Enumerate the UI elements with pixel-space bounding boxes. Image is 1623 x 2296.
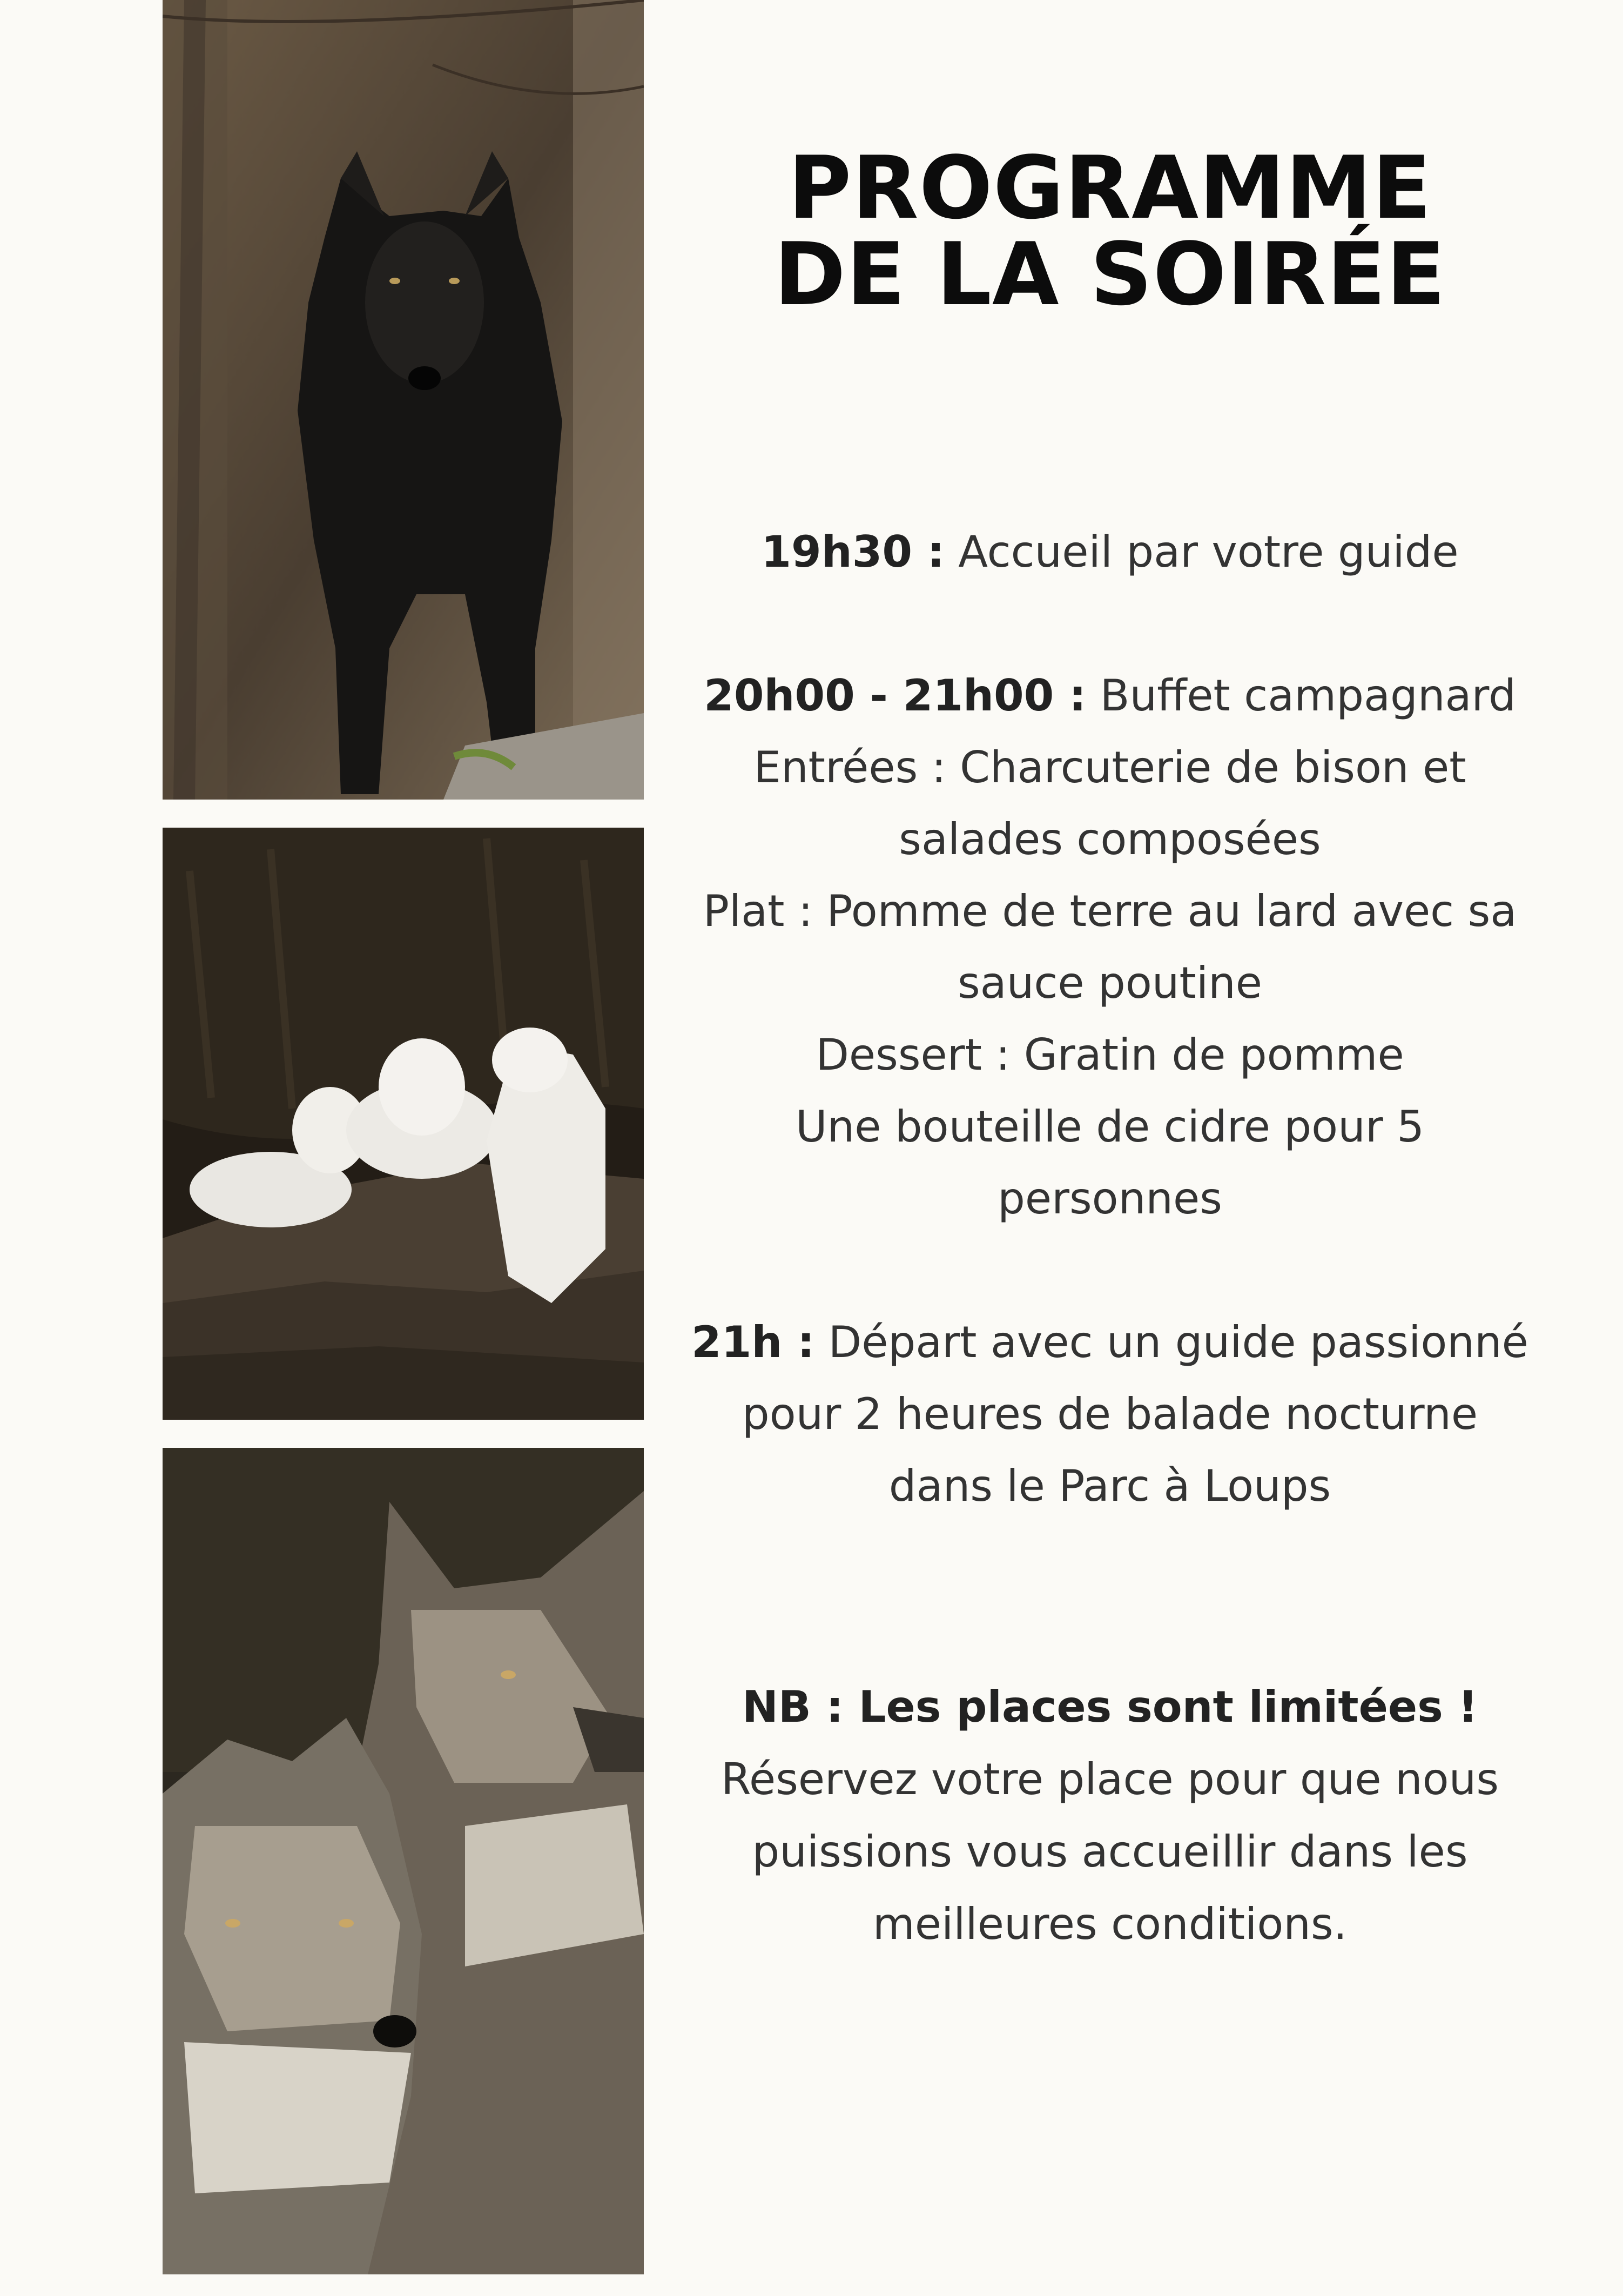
title-line-1: PROGRAMME bbox=[788, 137, 1432, 238]
buffet-detail-line: Entrées : Charcuterie de bison et bbox=[753, 742, 1466, 793]
buffet-detail-line: salades composées bbox=[899, 814, 1321, 864]
buffet-text: Buffet campagnard bbox=[1086, 670, 1516, 721]
buffet-detail-line: Plat : Pomme de terre au lard avec sa bbox=[703, 886, 1517, 936]
departure-detail-line: pour 2 heures de balade nocturne bbox=[742, 1389, 1478, 1439]
black-wolf-photo bbox=[163, 0, 644, 800]
buffet-detail-line: personnes bbox=[998, 1173, 1222, 1224]
buffet-detail-line: Une bouteille de cidre pour 5 bbox=[795, 1102, 1425, 1152]
departure-time: 21h : bbox=[691, 1317, 815, 1367]
note-heading-text: NB : Les places sont limitées ! bbox=[742, 1682, 1478, 1732]
black-wolf-image bbox=[163, 0, 644, 800]
program-item-buffet bbox=[686, 660, 1534, 731]
program-item-welcome bbox=[686, 516, 1534, 588]
welcome-text: Accueil par votre guide bbox=[944, 527, 1459, 577]
white-wolves-image bbox=[163, 828, 644, 1420]
page-title bbox=[686, 137, 1534, 325]
title-line-2: DE LA SOIRÉE bbox=[774, 224, 1446, 325]
grey-wolves-image bbox=[163, 1448, 644, 2274]
note-heading bbox=[686, 1671, 1534, 1743]
booking-note bbox=[686, 1671, 1534, 1961]
note-line: meilleures conditions. bbox=[872, 1899, 1348, 1949]
note-line: puissions vous accueillir dans les bbox=[752, 1827, 1468, 1877]
note-line: Réservez votre place pour que nous bbox=[721, 1754, 1499, 1804]
white-wolves-photo bbox=[163, 828, 644, 1420]
grey-wolves-photo bbox=[163, 1448, 644, 2274]
departure-detail-line: dans le Parc à Loups bbox=[888, 1461, 1331, 1511]
buffet-time: 20h00 - 21h00 : bbox=[704, 670, 1087, 721]
welcome-time: 19h30 : bbox=[761, 527, 945, 577]
buffet-detail-line: sauce poutine bbox=[958, 958, 1262, 1008]
spacer bbox=[686, 588, 1534, 660]
program-item-departure bbox=[686, 1306, 1534, 1378]
buffet-detail-line: Dessert : Gratin de pomme bbox=[816, 1030, 1404, 1080]
spacer bbox=[686, 1234, 1534, 1306]
departure-text: Départ avec un guide passionné bbox=[814, 1317, 1528, 1367]
program-schedule bbox=[686, 516, 1534, 1522]
